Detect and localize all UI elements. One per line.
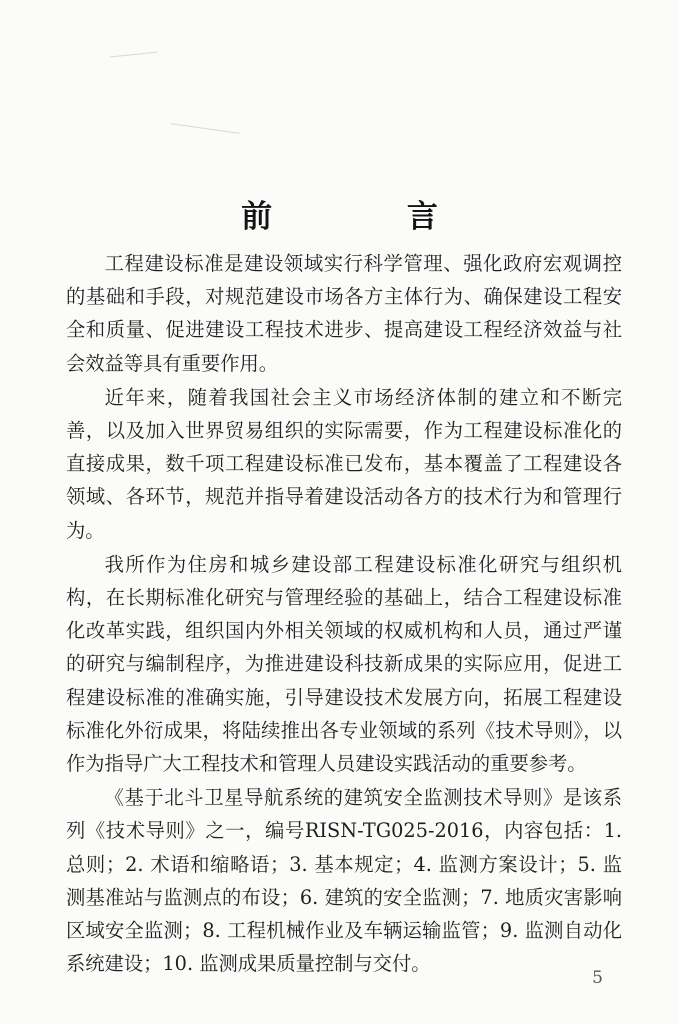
scan-mark (110, 51, 158, 57)
preface-body (66, 247, 622, 980)
page-title: 前 言 (241, 198, 500, 235)
scan-mark (170, 123, 239, 134)
paragraph: 工程建设标准是建设领域实行科学管理、强化政府宏观调控的基础和手段，对规范建设市场各方主体行为、确保建设工程安全和质量、促进建设工程技术进步、提高建设工程经济效益与社会效益等具有重要作用。 (66, 252, 622, 375)
paragraph: 我所作为住房和城乡建设部工程建设标准化研究与组织机构，在长期标准化研究与管理经验的基础上，结合工程建设标准化改革实践，组织国内外相关领域的权威机构和人员，通过严谨的研究与编制程序，为推进建设科技新成果的实际应用，促进工程建设标准的准确实施，引导建设技术发展方向，拓展工程建设标准化外衍成果，将陆续推出各专业领域的系列《技术导则》，以作为指导广大工程技术和管理人员建设实践活动的重要参考。 (66, 552, 622, 776)
page-number: 5 (592, 968, 603, 988)
paragraph: 近年来，随着我国社会主义市场经济体制的建立和不断完善，以及加入世界贸易组织的实际需要，作为工程建设标准化的直接成果，数千项工程建设标准已发布，基本覆盖了工程建设各领域、各环节，规范并指导着建设活动各方的技术行为和管理行为。 (66, 385, 622, 542)
paragraph: 《基于北斗卫星导航系统的建筑安全监测技术导则》是该系列《技术导则》之一，编号RISN-TG025-2016，内容包括：1. 总则；2. 术语和缩略语；3. 基本规定；4. 监测方案设计；5. 监测基准站与监测点的布设；6. 建筑的安全监测；7. 地质灾害影响区域安全监测；8. 工程机械作业及车辆运输监管；9. 监测自动化系统建设；10. 监测成果质量控制与交付。 (66, 786, 622, 976)
